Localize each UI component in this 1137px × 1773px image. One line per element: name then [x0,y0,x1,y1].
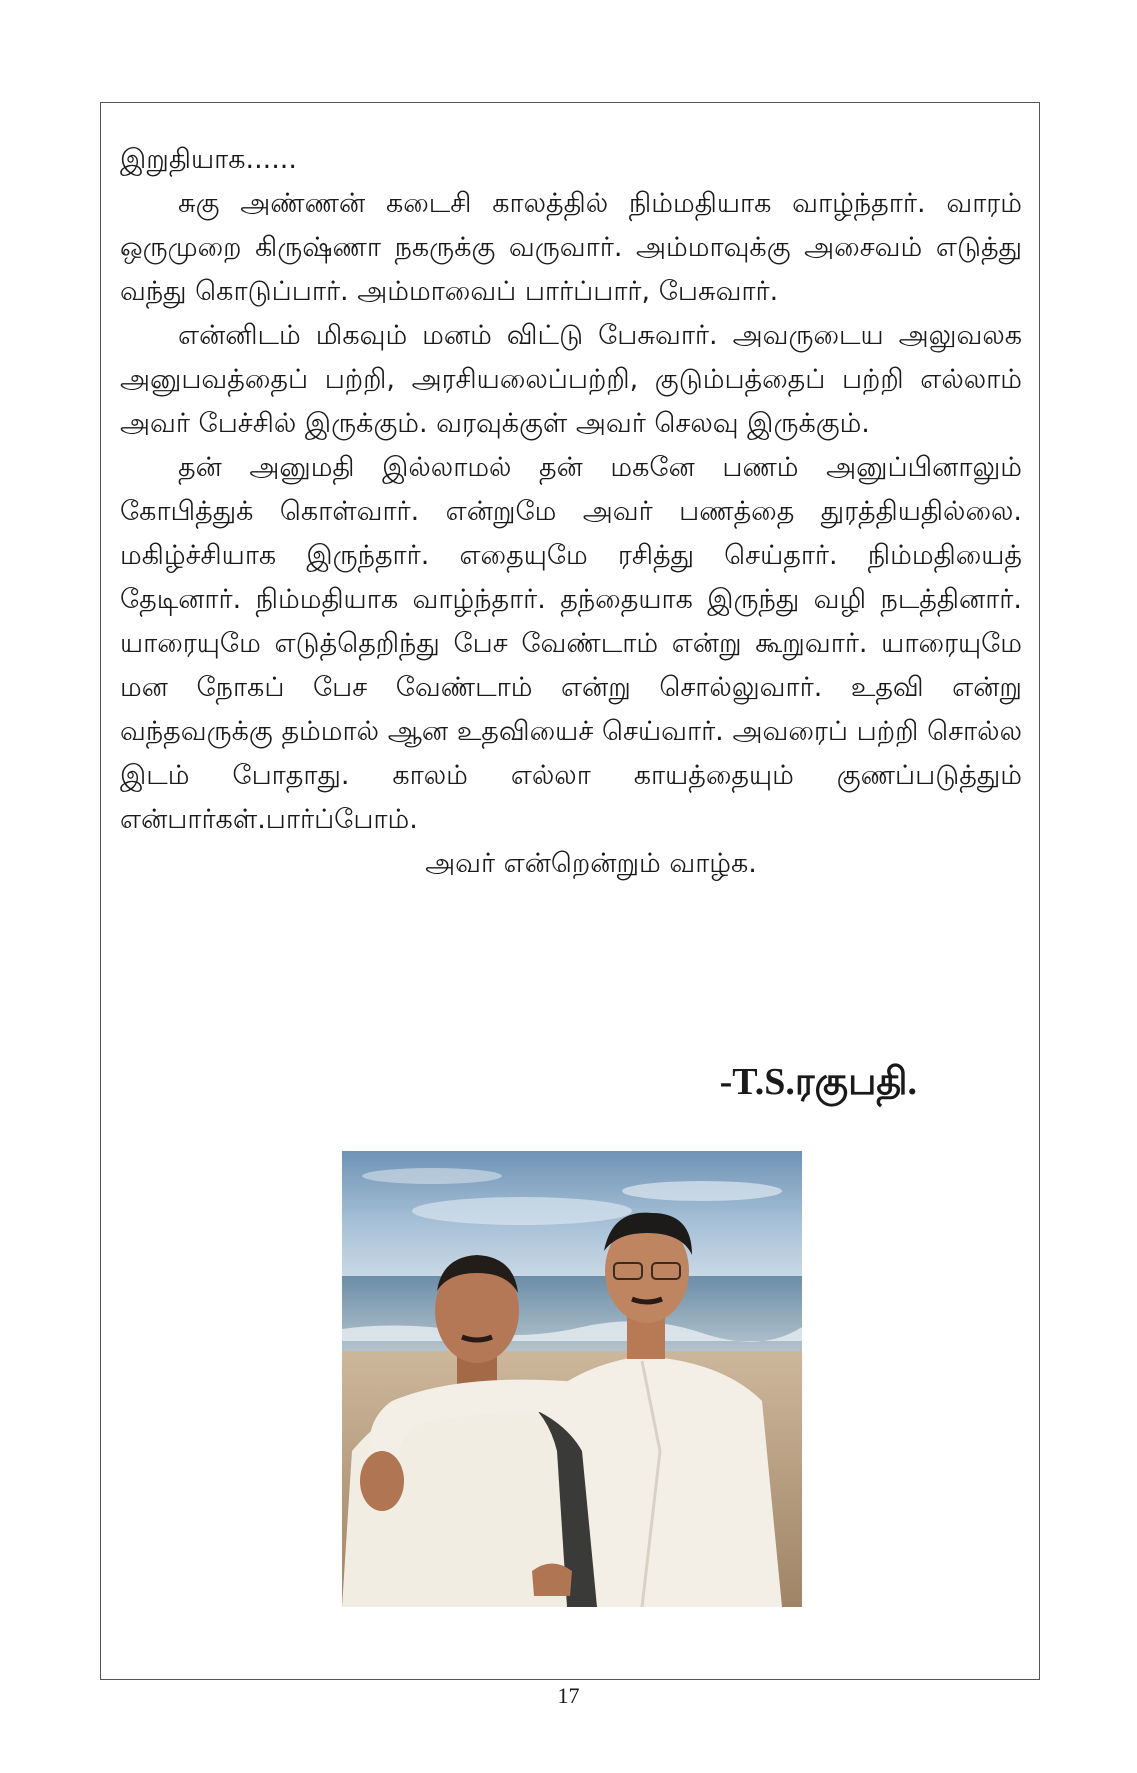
page-number: 17 [557,1683,580,1708]
section-heading: இறுதியாக...... [120,144,297,175]
paragraph-1: சுகு அண்ணன் கடைசி காலத்தில் நிம்மதியாக வாழ்ந்தார். வாரம் ஒருமுறை கிருஷ்ணா நகருக்கு வருவார். அம்மாவுக்கு அசைவம் எடுத்து வந்து கொடுப்பார். அம்மாவைப் பார்ப்பார், பேசுவார். [120,188,1022,307]
signature: -T.S.ரகுபதி. [719,1061,917,1103]
paragraph-3: தன் அனுமதி இல்லாமல் தன் மகனே பணம் அனுப்பினாலும் கோபித்துக் கொள்வார். என்றுமே அவர் பணத்தை துரத்தியதில்லை. மகிழ்ச்சியாக இருந்தார். எதையுமே ரசித்து செய்தார். நிம்மதியைத் தேடினார். நிம்மதியாக வாழ்ந்தார். தந்தையாக இருந்து வழி நடத்தினார். யாரையுமே எடுத்தெறிந்து பேச வேண்டாம் என்று கூறுவார். யாரையுமே மன நோகப் பேச வேண்டாம் என்று சொல்லுவார். உதவி என்று வந்தவருக்கு தம்மால் ஆன உதவியைச் செய்வார். அவரைப் பற்றி சொல்ல இடம் போதாது. காலம் எல்லா காயத்தையும் குணப்படுத்தும் என்பார்கள்.பார்ப்போம். [120,452,1022,835]
paragraph-2: என்னிடம் மிகவும் மனம் விட்டு பேசுவார். அவருடைய அலுவலக அனுபவத்தைப் பற்றி, அரசியலைப்பற்றி, குடும்பத்தைப் பற்றி எல்லாம் அவர் பேச்சில் இருக்கும். வரவுக்குள் அவர் செலவு இருக்கும். [120,320,1022,439]
body-text [120,138,1022,886]
closing-line: அவர் என்றென்றும் வாழ்க. [425,848,757,879]
photo-two-men-at-beach [342,1151,802,1607]
